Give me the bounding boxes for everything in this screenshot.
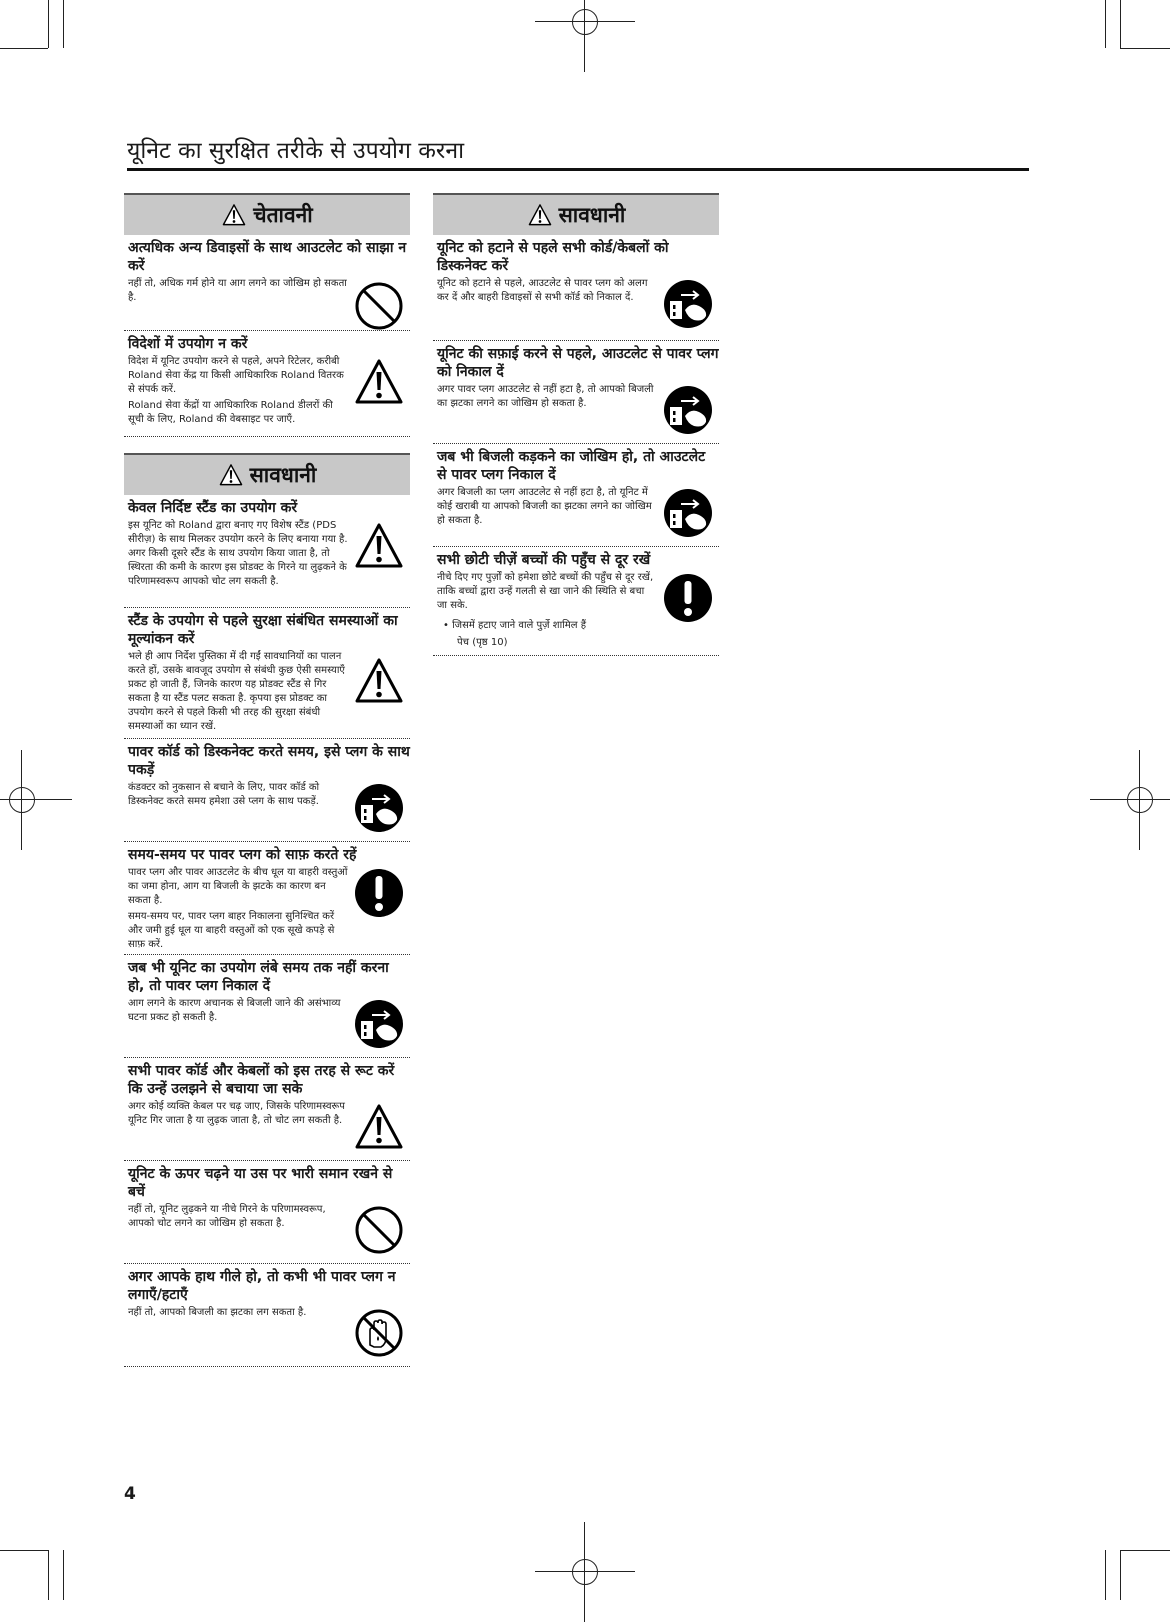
item-text: नीचे दिए गए पुर्ज़ों को हमेशा छोटे बच्चों की पहुँच से दूर रखें, ताकि बच्चों द्वारा उन्हें गलती से खा जाने की स्थिति से बचा जा सके.: [437, 572, 654, 611]
prohibited-icon: [354, 281, 404, 331]
caution-item: [124, 1161, 410, 1264]
warning-item: [124, 235, 410, 331]
caution-item: [433, 235, 719, 341]
prohibited-icon: [354, 1205, 404, 1255]
unplug-icon: [663, 385, 713, 435]
crop-mark: [48, 0, 49, 48]
caution-item: [124, 842, 410, 955]
item-text: Roland सेवा केंद्रों या आधिकारिक Roland डीलरों की सूची के लिए, Roland की वेबसाइट पर जाएँ.: [128, 400, 333, 425]
warning-triangle-icon: [218, 463, 244, 487]
warning-triangle-icon: [354, 521, 404, 571]
caution-item: [433, 341, 719, 444]
item-heading: समय-समय पर पावर प्लग को साफ़ करते रहें: [128, 847, 357, 863]
item-heading: केवल निर्दिष्ट स्टैंड का उपयोग करें: [128, 500, 298, 516]
item-heading: अत्यधिक अन्य डिवाइसों के साथ आउटलेट को साझा न करें: [128, 240, 407, 274]
crop-mark: [1120, 1550, 1170, 1551]
crop-mark: [1120, 1550, 1121, 1600]
item-heading: यूनिट की सफ़ाई करने से पहले, आउटलेट से पावर प्लग को निकाल दें: [437, 346, 719, 380]
item-text: कंडक्टर को नुकसान से बचाने के लिए, पावर कॉर्ड को डिस्कनेक्ट करते समय हमेशा उसे प्लग के साथ पकड़ें.: [128, 782, 320, 807]
item-text: इस यूनिट को Roland द्वारा बनाए गए विशेष स्टैंड (PDS सीरीज़) के साथ मिलकर उपयोग करने के लिए बनाया गया है. अगर किसी दूसरे स्टैंड के साथ उपयोग किया जाता है, तो स्थिरता की कमी के कारण इस प्रोडक्ट के गिरने या लुढ़कने के परिणामस्वरूप आपको चोट लग सकती है.: [128, 520, 348, 587]
crop-mark: [1120, 48, 1170, 49]
caution-item: [124, 1264, 410, 1367]
registration-mark-left: [0, 750, 72, 850]
crop-mark: [1120, 0, 1121, 48]
registration-mark-bottom: [535, 1522, 635, 1622]
item-heading: पावर कॉर्ड को डिस्कनेक्ट करते समय, इसे प्लग के साथ पकड़ें: [128, 744, 410, 778]
crop-mark: [1105, 1550, 1106, 1600]
item-text: विदेश में यूनिट उपयोग करने से पहले, अपने रिटेलर, करीबी Roland सेवा केंद्र या किसी आधिकारिक Roland वितरक से संपर्क करें.: [128, 356, 344, 395]
item-heading: अगर आपके हाथ गीले हो, तो कभी भी पावर प्लग न लगाएँ/हटाएँ: [128, 1269, 396, 1303]
item-heading: सभी पावर कॉर्ड और केबलों को इस तरह से रूट करें कि उन्हें उलझने से बचाया जा सके: [128, 1063, 395, 1097]
crop-mark: [0, 48, 48, 49]
bullet-subtext: पेच (पृष्ठ 10): [457, 637, 508, 648]
registration-mark-top: [535, 0, 635, 72]
unplug-icon: [663, 488, 713, 538]
page-number: 4: [124, 1484, 136, 1504]
item-heading: स्टैंड के उपयोग से पहले सुरक्षा संबंधित समस्याओं का मूल्यांकन करें: [128, 613, 398, 647]
caution-item: [124, 608, 410, 739]
item-text: नहीं तो, अधिक गर्म होने या आग लगने का जोखिम हो सकता है.: [128, 278, 347, 303]
item-heading: सभी छोटी चीज़ें बच्चों की पहुँच से दूर रखें: [437, 552, 651, 568]
crop-mark: [0, 1550, 48, 1551]
warning-triangle-icon: [354, 656, 404, 706]
item-heading: यूनिट के ऊपर चढ़ने या उस पर भारी समान रखने से बचें: [128, 1166, 393, 1200]
caution-item: [433, 547, 719, 656]
item-text: यूनिट को हटाने से पहले, आउटलेट से पावर प्लग को अलग कर दें और बाहरी डिवाइसों से सभी कॉर्ड को निकाल दें.: [437, 278, 648, 303]
page-title: यूनिट का सुरक्षित तरीके से उपयोग करना: [127, 133, 1029, 171]
no-wet-hands-icon: [354, 1308, 404, 1358]
caution-header: [124, 453, 410, 495]
unplug-icon: [354, 999, 404, 1049]
item-heading: जब भी यूनिट का उपयोग लंबे समय तक नहीं करना हो, तो पावर प्लग निकाल दें: [128, 960, 389, 994]
mandatory-icon: [354, 868, 404, 918]
caution-item: [124, 1058, 410, 1161]
crop-mark: [63, 0, 64, 48]
caution-header-label: सावधानी: [249, 463, 317, 487]
caution-item: [124, 955, 410, 1058]
crop-mark: [1105, 0, 1106, 48]
item-text: अगर पावर प्लग आउटलेट से नहीं हटा है, तो आपको बिजली का झटका लगने का जोखिम हो सकता है.: [437, 384, 654, 409]
item-text: नहीं तो, यूनिट लुढ़कने या नीचे गिरने के परिणामस्वरूप, आपको चोट लगने का जोखिम हो सकता है.: [128, 1204, 326, 1229]
item-text: अगर कोई व्यक्ति केबल पर चढ़ जाए, जिसके परिणामस्वरूप यूनिट गिर जाता है या लुढ़क जाता है, तो चोट लग सकती है.: [128, 1101, 345, 1126]
item-heading: यूनिट को हटाने से पहले सभी कोर्ड/केबलों को डिस्कनेक्ट करें: [437, 240, 669, 274]
item-heading: जब भी बिजली कड़कने का जोखिम हो, तो आउटलेट से पावर प्लग निकाल दें: [437, 449, 706, 483]
item-text: अगर बिजली का प्लग आउटलेट से नहीं हटा है, तो यूनिट में कोई खराबी या आपको बिजली का झटका लगने का जोखिम हो सकता है.: [437, 487, 652, 526]
left-column: [124, 193, 410, 1367]
item-text: भले ही आप निर्देश पुस्तिका में दी गईं सावधानियों का पालन करते हों, उसके बावजूद उपयोग से संबंधी कुछ ऐसी समस्याएँ प्रकट हो जाती हैं, जिनके कारण यह प्रोडक्ट स्टैंड से गिर सकता है या स्टैंड पलट सकता है. कृपया इस प्रोडक्ट का उपयोग करने से पहले किसी भी तरह की सुरक्षा संबंधी समस्याओं का ध्यान रखें.: [128, 651, 345, 732]
mandatory-icon: [663, 573, 713, 623]
item-text: पावर प्लग और पावर आउटलेट के बीच धूल या बाहरी वस्तुओं का जमा होना, आग या बिजली के झटके का कारण बन सकता है.: [128, 867, 348, 906]
crop-mark: [63, 1550, 64, 1600]
caution-item: [433, 444, 719, 547]
caution-header-label: सावधानी: [558, 203, 626, 227]
warning-triangle-icon: [354, 357, 404, 407]
warning-item: [124, 331, 410, 437]
bullet-text: जिसमें हटाए जाने वाले पुर्ज़े शामिल हैं: [452, 620, 587, 631]
item-text: नहीं तो, आपको बिजली का झटका लग सकता है.: [128, 1307, 307, 1318]
caution-item: [124, 495, 410, 608]
warning-triangle-icon: [354, 1102, 404, 1152]
registration-mark-right: [1090, 750, 1170, 850]
unplug-icon: [663, 279, 713, 329]
warning-triangle-icon: [221, 203, 247, 227]
warning-triangle-icon: [527, 203, 553, 227]
item-text: समय-समय पर, पावर प्लग बाहर निकालना सुनिश्चित करें और जमी हुई धूल या बाहरी वस्तुओं को एक सूखे कपड़े से साफ़ करें.: [128, 911, 335, 950]
crop-mark: [48, 1550, 49, 1600]
caution-header: [433, 193, 719, 235]
caution-item: [124, 739, 410, 842]
warning-header-label: चेतावनी: [253, 203, 313, 227]
right-column: [433, 193, 719, 656]
item-text: आग लगने के कारण अचानक से बिजली जाने की असंभाव्य घटना प्रकट हो सकती है.: [128, 998, 341, 1023]
warning-header: [124, 193, 410, 235]
bullet-item: • जिसमें हटाए जाने वाले पुर्ज़े शामिल हैं: [443, 620, 587, 631]
unplug-icon: [354, 783, 404, 833]
item-heading: विदेशों में उपयोग न करें: [128, 336, 248, 352]
